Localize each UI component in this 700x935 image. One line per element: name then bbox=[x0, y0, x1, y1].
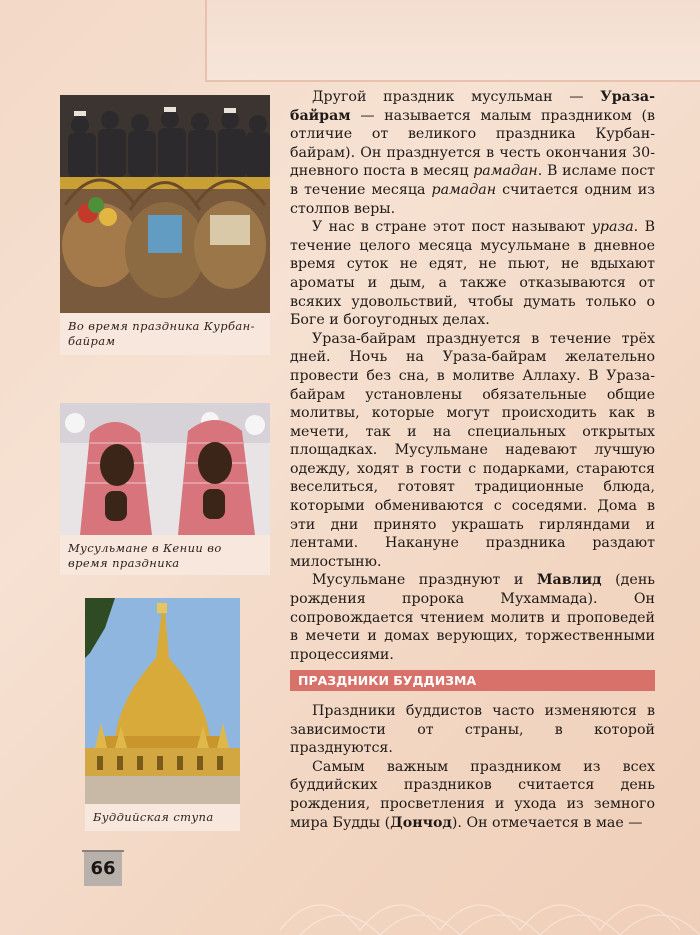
photo-caption: Во время праздника Курбан-байрам bbox=[68, 319, 255, 348]
photo-kurban-bayram bbox=[60, 95, 270, 313]
photo-kenya-muslims bbox=[60, 403, 270, 535]
page-number: 66 bbox=[84, 852, 122, 886]
paragraph-uraza-intro bbox=[290, 88, 655, 218]
paragraph-buddhist-holidays: Праздники буддистов часто изменяются в зависимости от страны, в которой празднуются. bbox=[290, 703, 655, 757]
photo-caption: Буддийская ступа bbox=[93, 810, 214, 824]
term-ramadan: рамадан bbox=[431, 181, 497, 198]
header-frame bbox=[205, 0, 700, 80]
term-mavlid: Мавлид bbox=[536, 572, 602, 589]
caption-box-1 bbox=[60, 313, 270, 355]
paragraph-uraza-celebration: Ураза-байрам празднуется в течение трёх дней. Ночь на Ураза-байрам желательно провести без сна, в молитве Аллаху. В Ураза-байрам установлены обязательные общие молитвы, которые могут происходить как в мечети, так и на специальных открытых площадках. Мусульмане надевают лучшую одежду, ходят в гости с подарками, стараются веселиться, готовят традиционные блюда, которыми обмениваются с соседями. Дома в эти дни принято украшать гирляндами и лентами. Накануне праздника раздают милостыню. bbox=[290, 330, 655, 570]
text-run: считается одним из столпов веры. bbox=[290, 181, 655, 217]
term-ramadan: рамадан bbox=[473, 163, 538, 180]
photo-caption: Мусульмане в Кении во время праздника bbox=[68, 541, 222, 570]
text-run: ). Он отмечается в мае — bbox=[451, 814, 643, 831]
caption-box-2 bbox=[60, 535, 270, 575]
paragraph-donchod bbox=[290, 758, 655, 832]
section-title: ПРАЗДНИКИ БУДДИЗМА bbox=[290, 670, 655, 691]
paragraph-uraza-fast bbox=[290, 218, 655, 330]
photo-buddhist-stupa bbox=[85, 598, 240, 804]
text-run: У нас в стране этот пост называют bbox=[312, 219, 592, 236]
main-text-top bbox=[290, 88, 655, 664]
text-run: Мусульмане празднуют и bbox=[312, 572, 537, 589]
text-run: Другой праздник мусульман — bbox=[312, 89, 601, 105]
frame-divider-horizontal bbox=[205, 80, 700, 82]
text-run: (день рождения пророка Мухаммада). Он сопровождается чтением молитв и проповедей в мечети и домах верующих, торжественными процессиями. bbox=[290, 572, 655, 663]
term-donchod: Дончод bbox=[390, 814, 452, 831]
text-run: . В течение целого месяца мусульмане в дневное время суток не едят, не пьют, не вдыхают ароматы и дым, а также отказываются от всяких удовольствий, чтобы думать только о Боге и богоугодных делах. bbox=[290, 219, 655, 329]
photo-kenya-muslims-illustration bbox=[60, 403, 270, 535]
text-run: Самым важным праздником из всех буддийских праздников считается день рождения, просветления и ухода из земного мира Будды ( bbox=[290, 758, 655, 831]
decorative-ornament bbox=[280, 860, 700, 935]
photo-kurban-bayram-illustration bbox=[60, 95, 270, 313]
text-run: . В исламе пост в течение месяца bbox=[290, 163, 655, 198]
text-run: — называется малым праздником (в отличие от великого праздника Курбан-байрам). Он празднуется в честь окончания 30-дневного поста в месяц bbox=[290, 107, 655, 180]
term-uraza-bayram: Ураза-байрам bbox=[290, 89, 655, 124]
paragraph-mavlid bbox=[290, 571, 655, 664]
main-text-bottom bbox=[290, 702, 655, 832]
photo-buddhist-stupa-illustration bbox=[85, 598, 240, 804]
frame-divider-vertical bbox=[205, 0, 207, 80]
term-uraza: ураза bbox=[591, 219, 634, 236]
caption-box-3 bbox=[85, 804, 240, 831]
